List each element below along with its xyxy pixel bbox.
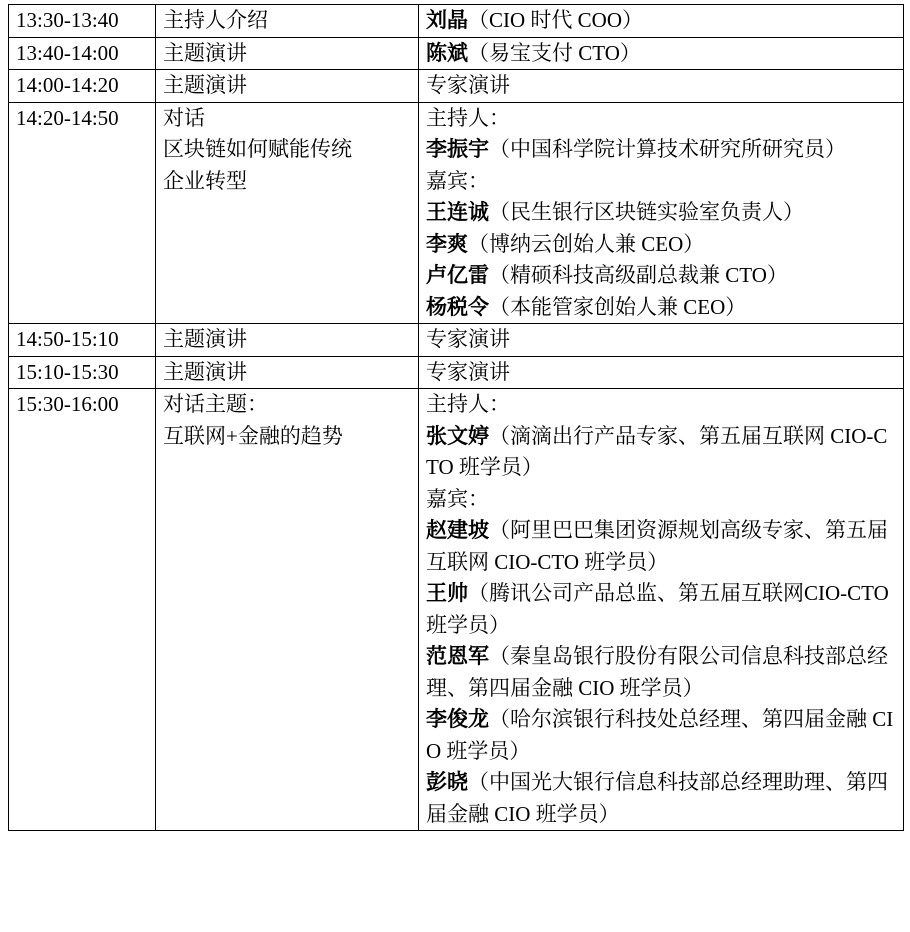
person-name: 王帅 [426,581,468,605]
agenda-row [9,5,904,38]
topic-cell [156,5,419,38]
person-entry [426,134,897,166]
topic-line: 主题演讲 [163,359,247,384]
topic-cell [156,102,419,324]
person-name: 杨税令 [426,294,489,319]
time-cell: 14:00-14:20 [9,70,156,103]
agenda-row [9,324,904,357]
time-cell: 14:50-15:10 [9,324,156,357]
topic-line: 主题演讲 [163,40,247,65]
person-description: （阿里巴巴集团资源规划高级专家、第五届互联网 CIO-CTO 班学员） [426,518,888,574]
person-name: 王连诚 [426,200,489,224]
topic-line: 主题演讲 [163,73,247,97]
person-name: 李振宇 [426,137,489,161]
agenda-row [9,389,904,831]
person-name: 刘晶 [426,8,468,32]
agenda-row [9,37,904,70]
time-cell: 13:30-13:40 [9,5,156,38]
person-name: 陈斌 [426,40,468,65]
person-entry [426,38,897,70]
topic-line: 互联网+金融的趋势 [163,423,343,448]
people-label: 专家演讲 [426,327,510,351]
person-entry [426,421,897,484]
person-name: 卢亿雷 [426,263,489,287]
topic-cell [156,324,419,357]
person-description: （CIO 时代 COO） [468,8,644,32]
time-cell: 14:20-14:50 [9,102,156,324]
person-description: （中国光大银行信息科技部总经理助理、第四届金融 CIO 班学员） [426,770,888,826]
agenda-body [9,5,904,831]
person-entry [426,704,897,767]
people-cell [419,70,904,103]
people-cell [419,324,904,357]
people-cell [419,37,904,70]
people-label: 主持人： [426,392,510,416]
person-description: （哈尔滨银行科技处总经理、第四届金融 CIO 班学员） [426,707,894,763]
people-label: 专家演讲 [426,359,510,384]
topic-line: 主持人介绍 [163,8,268,32]
time-cell: 15:10-15:30 [9,356,156,389]
person-name: 彭晓 [426,770,468,794]
person-name: 李俊龙 [426,707,489,731]
person-description: （易宝支付 CTO） [468,40,641,65]
time-cell: 15:30-16:00 [9,389,156,831]
people-cell [419,5,904,38]
person-name: 张文婷 [426,423,489,448]
topic-line: 主题演讲 [163,327,247,351]
agenda-table [8,4,904,831]
person-entry [426,767,897,830]
person-description: （滴滴出行产品专家、第五届互联网 CIO-CTO 班学员） [426,423,888,479]
person-entry [426,578,897,641]
person-description: （精硕科技高级副总裁兼 CTO） [489,263,788,287]
person-name: 赵建坡 [426,518,489,542]
person-description: （博纳云创始人兼 CEO） [468,231,705,256]
topic-line: 区块链如何赋能传统 [163,137,352,161]
person-name: 范恩军 [426,644,489,668]
person-entry [426,229,897,261]
people-cell [419,389,904,831]
person-entry [426,641,897,704]
agenda-row [9,102,904,324]
person-description: （本能管家创始人兼 CEO） [489,294,747,319]
person-entry [426,5,897,37]
person-description: （腾讯公司产品总监、第五届互联网CIO-CTO 班学员） [426,581,889,637]
person-name: 李爽 [426,231,468,256]
person-entry [426,292,897,324]
person-description: （中国科学院计算技术研究所研究员） [489,137,846,161]
topic-line: 对话 [163,105,205,130]
people-label: 主持人： [426,105,510,130]
people-cell [419,356,904,389]
topic-cell [156,389,419,831]
people-label: 嘉宾： [426,168,489,193]
person-entry [426,197,897,229]
person-description: （民生银行区块链实验室负责人） [489,200,804,224]
topic-cell [156,70,419,103]
topic-line: 企业转型 [163,168,247,193]
people-label: 嘉宾： [426,486,489,511]
person-entry [426,260,897,292]
people-label: 专家演讲 [426,73,510,97]
person-description: （秦皇岛银行股份有限公司信息科技部总经理、第四届金融 CIO 班学员） [426,644,888,700]
topic-cell [156,356,419,389]
person-entry [426,515,897,578]
people-cell [419,102,904,324]
time-cell: 13:40-14:00 [9,37,156,70]
agenda-row [9,356,904,389]
agenda-row [9,70,904,103]
topic-cell [156,37,419,70]
topic-line: 对话主题： [163,392,268,416]
